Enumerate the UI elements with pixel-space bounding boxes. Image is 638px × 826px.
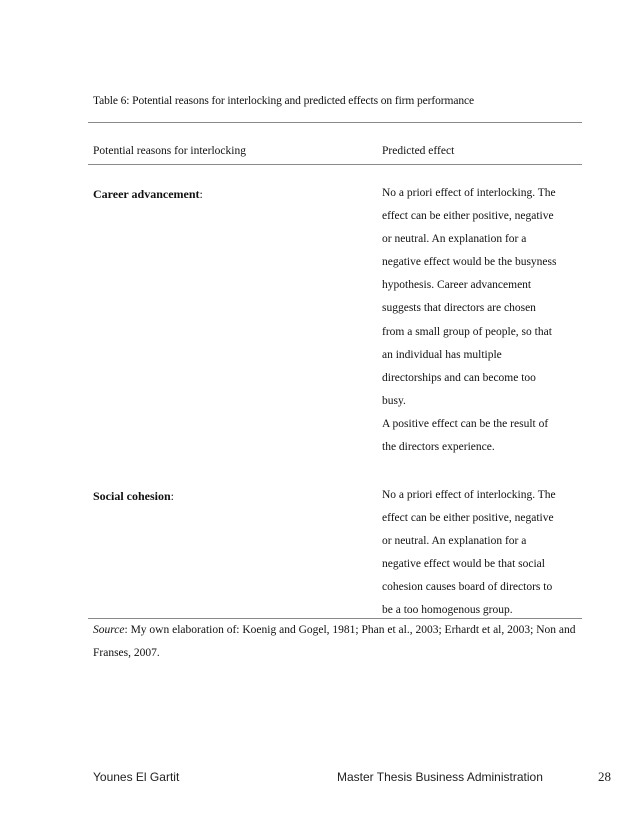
source-label: Source [93,624,125,636]
footer-page-number: 28 [598,769,611,784]
column-header-effect: Predicted effect [382,145,455,157]
effect-line: directorships and can become too [382,371,536,384]
effect-line: No a priori effect of interlocking. The [382,187,556,199]
row-label-colon: : [170,489,175,503]
effect-line: or neutral. An explanation for a [382,535,527,548]
table-source-note [93,619,593,665]
table-caption: Table 6: Potential reasons for interlocking and predicted effects on firm performance [93,95,475,107]
source-text: : My own elaboration of: Koenig and Gogel, 1981; Phan et al., 2003; Erhardt et al, 2003; Non and Franses, 2007. [93,624,576,659]
row-label-text: Career advancement [93,187,200,201]
column-header-reason: Potential reasons for interlocking [93,145,246,157]
effect-line: negative effect would be the busyness [382,256,557,269]
effect-line: the directors experience. [382,441,495,454]
effect-cell-social-cohesion [382,484,587,623]
effect-line: negative effect would be that social [382,558,545,571]
footer-thesis-title: Master Thesis Business Administration [337,770,543,784]
effect-line: effect can be either positive, negative [382,512,554,525]
effect-line: cohesion causes board of directors to [382,581,553,594]
effect-cell-career-advancement [382,182,587,459]
footer-author: Younes El Gartit [93,770,180,784]
row-label-career-advancement [93,187,203,202]
table-header-rule [88,164,582,165]
effect-line: hypothesis. Career advancement [382,279,532,292]
effect-line: suggests that directors are chosen [382,302,536,315]
effect-line: No a priori effect of interlocking. The [382,489,556,501]
row-label-text: Social cohesion [93,489,171,503]
row-label-social-cohesion [93,489,174,504]
effect-line: or neutral. An explanation for a [382,233,527,246]
effect-line: from a small group of people, so that [382,325,552,338]
effect-line: busy. [382,394,406,407]
effect-line: be a too homogenous group. [382,604,513,617]
table-top-rule [88,122,582,123]
effect-line: an individual has multiple [382,348,502,361]
effect-line: effect can be either positive, negative [382,210,554,223]
row-label-colon: : [199,187,203,201]
effect-line: A positive effect can be the result of [382,417,549,430]
